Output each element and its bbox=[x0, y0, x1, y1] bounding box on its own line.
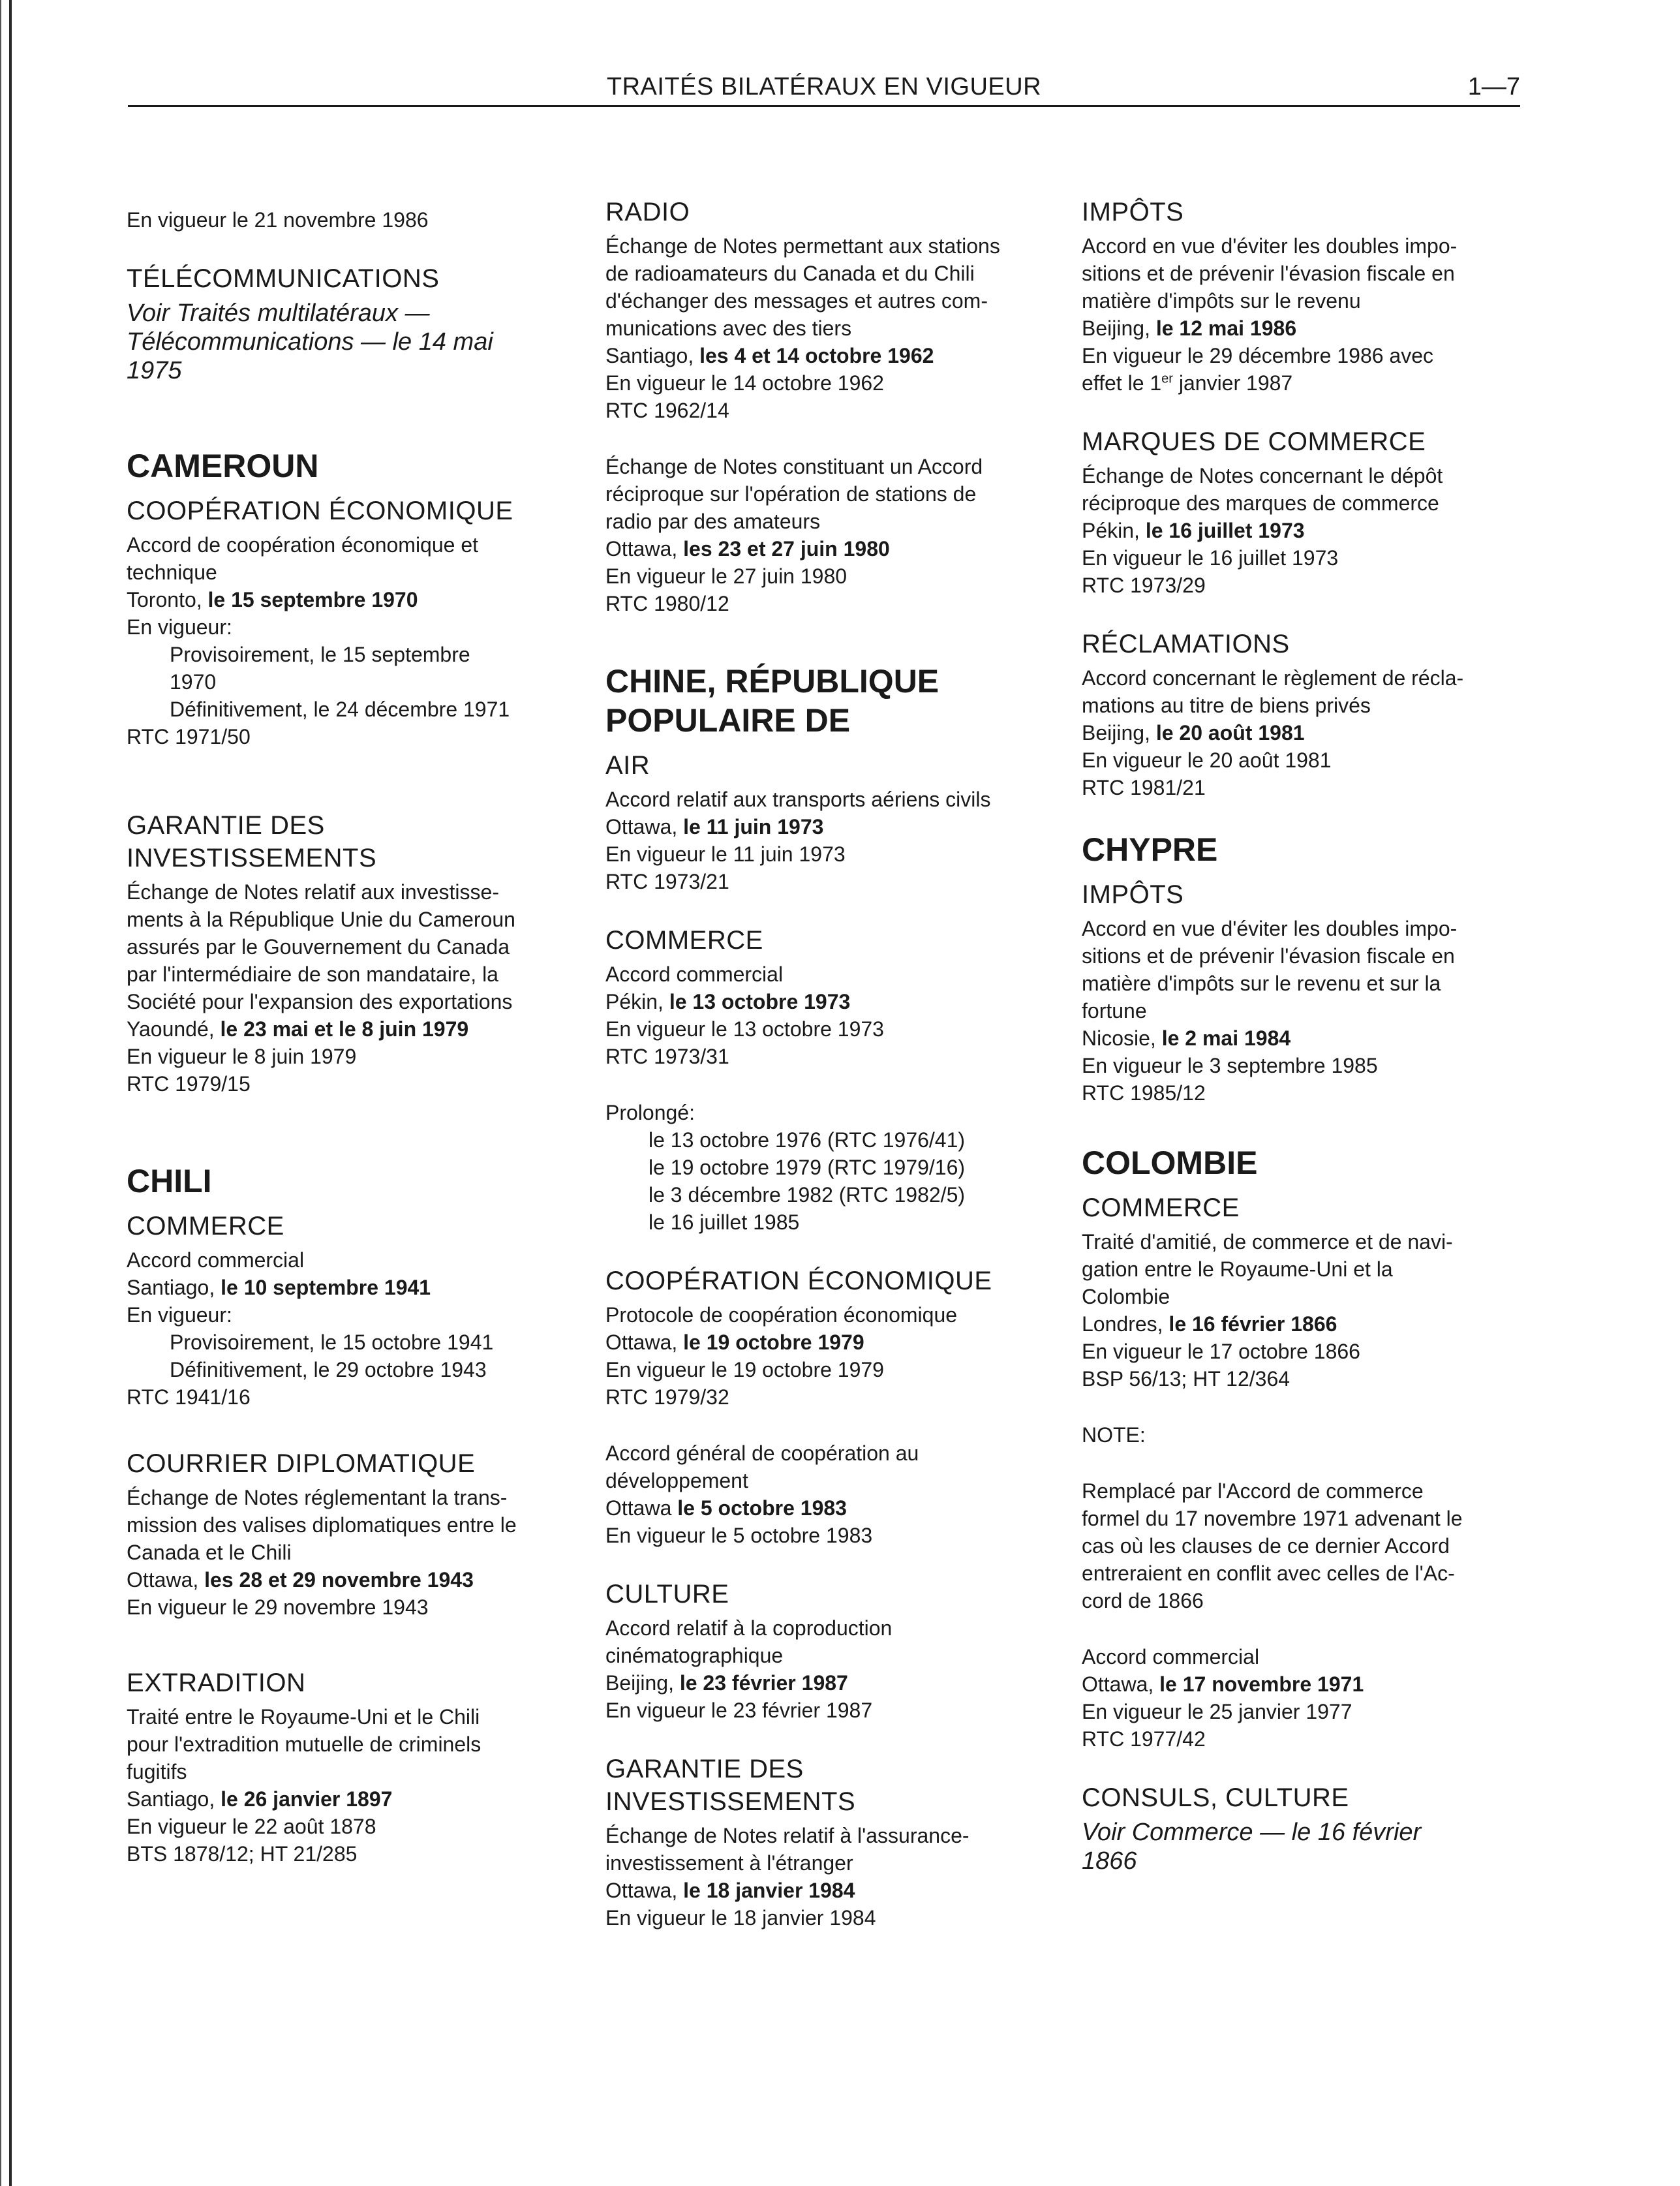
country-heading: CHILI bbox=[127, 1163, 212, 1199]
signature-date: le 12 mai 1986 bbox=[1155, 316, 1297, 340]
treaty-title: Protocole de coopération économique bbox=[605, 1303, 958, 1327]
section-heading: COMMERCE bbox=[605, 926, 763, 955]
signature-place: Nicosie, bbox=[1082, 1026, 1162, 1050]
section-heading: MARQUES DE COMMERCE bbox=[1082, 427, 1426, 456]
page-binding-line bbox=[9, 0, 12, 2186]
signature-date: le 2 mai 1984 bbox=[1161, 1026, 1291, 1050]
signature-place: Ottawa, bbox=[127, 1568, 205, 1592]
page-number: 1—7 bbox=[1467, 73, 1520, 100]
effect-line bbox=[1082, 369, 1538, 397]
in-force-line: En vigueur le 17 octobre 1866 bbox=[1082, 1340, 1360, 1363]
see-reference: 1975 bbox=[127, 357, 182, 384]
signature-place: Santiago, bbox=[127, 1276, 221, 1299]
note-text: entreraient en conflit avec celles de l'Ac- bbox=[1082, 1562, 1455, 1585]
note-text: cord de 1866 bbox=[1082, 1589, 1204, 1612]
see-reference: Voir Traités multilatéraux — bbox=[127, 300, 430, 327]
signature-place: Ottawa bbox=[605, 1496, 678, 1520]
signature-date: les 4 et 14 octobre 1962 bbox=[699, 344, 934, 367]
treaty-title: Échange de Notes relatif à l'assurance- bbox=[605, 1824, 970, 1847]
signature-line bbox=[605, 988, 1062, 1015]
signature-line bbox=[1082, 517, 1538, 544]
reference-line: RTC 1973/29 bbox=[1082, 574, 1206, 597]
signature-date: le 10 septembre 1941 bbox=[221, 1276, 431, 1299]
section-heading: INVESTISSEMENTS bbox=[127, 844, 377, 872]
treaty-title: fugitifs bbox=[127, 1760, 187, 1783]
treaty-title: Traité d'amitié, de commerce et de navi- bbox=[1082, 1230, 1453, 1254]
section-heading: GARANTIE DES bbox=[127, 811, 325, 840]
signature-place: Ottawa, bbox=[605, 815, 684, 839]
signature-date: le 17 novembre 1971 bbox=[1159, 1672, 1364, 1696]
signature-date: le 20 août 1981 bbox=[1155, 721, 1305, 745]
signature-line bbox=[605, 1877, 1062, 1904]
treaty-title: mations au titre de biens privés bbox=[1082, 694, 1371, 717]
in-force-line: En vigueur le 3 septembre 1985 bbox=[1082, 1054, 1378, 1077]
reference-line: RTC 1973/31 bbox=[605, 1045, 729, 1068]
treaty-title: Accord commercial bbox=[1082, 1645, 1260, 1669]
treaty-title: sitions et de prévenir l'évasion fiscale en bbox=[1082, 262, 1455, 285]
header-title: TRAITÉS BILATÉRAUX EN VIGUEUR bbox=[606, 73, 1042, 100]
in-force-line: En vigueur le 27 juin 1980 bbox=[605, 564, 848, 588]
signature-line bbox=[127, 586, 583, 613]
country-heading: CHYPRE bbox=[1082, 831, 1218, 868]
note-text: cas où les clauses de ce dernier Accord bbox=[1082, 1534, 1450, 1558]
country-heading: CAMEROUN bbox=[127, 448, 319, 484]
section-heading: RADIO bbox=[605, 198, 690, 226]
signature-place: Ottawa, bbox=[605, 1331, 684, 1354]
extension-item: le 13 octobre 1976 (RTC 1976/41) bbox=[649, 1128, 966, 1152]
signature-date: le 23 mai et le 8 juin 1979 bbox=[220, 1017, 469, 1041]
signature-place: Londres, bbox=[1082, 1312, 1169, 1336]
treaty-title: réciproque sur l'opération de stations de bbox=[605, 482, 977, 506]
treaty-title: Échange de Notes réglementant la trans- bbox=[127, 1486, 508, 1509]
in-force-line: En vigueur le 16 juillet 1973 bbox=[1082, 546, 1339, 570]
treaty-title: Échange de Notes relatif aux investisse- bbox=[127, 880, 499, 904]
section-heading: COURRIER DIPLOMATIQUE bbox=[127, 1449, 476, 1478]
column-1 bbox=[127, 196, 583, 1868]
treaty-title: de radioamateurs du Canada et du Chili bbox=[605, 262, 975, 285]
in-force-line: En vigueur: bbox=[127, 1303, 232, 1327]
signature-place: Pékin, bbox=[1082, 519, 1146, 542]
signature-place: Pékin, bbox=[605, 990, 669, 1013]
see-reference: Télécommunications — le 14 mai bbox=[127, 328, 493, 356]
treaty-title: assurés par le Gouvernement du Canada bbox=[127, 935, 510, 959]
ordinal-superscript: er bbox=[1161, 371, 1173, 386]
country-heading: COLOMBIE bbox=[1082, 1145, 1258, 1181]
signature-place: Yaoundé, bbox=[127, 1017, 221, 1041]
section-heading: GARANTIE DES bbox=[605, 1755, 804, 1783]
note-label: NOTE: bbox=[1082, 1423, 1146, 1447]
signature-date: le 16 juillet 1973 bbox=[1145, 519, 1305, 542]
reference-line: RTC 1980/12 bbox=[605, 592, 729, 615]
country-heading: CHINE, RÉPUBLIQUE bbox=[605, 663, 939, 700]
signature-line bbox=[127, 1274, 583, 1301]
section-heading: COOPÉRATION ÉCONOMIQUE bbox=[127, 497, 513, 525]
signature-date: le 13 octobre 1973 bbox=[669, 990, 851, 1013]
reference-line: RTC 1977/42 bbox=[1082, 1727, 1206, 1751]
section-heading: COMMERCE bbox=[1082, 1193, 1240, 1222]
signature-line bbox=[605, 342, 1062, 369]
treaty-title: développement bbox=[605, 1469, 748, 1492]
country-heading: POPULAIRE DE bbox=[605, 702, 851, 739]
in-force-line: En vigueur le 13 octobre 1973 bbox=[605, 1017, 884, 1041]
section-heading: IMPÔTS bbox=[1082, 880, 1184, 909]
treaty-title: sitions et de prévenir l'évasion fiscale en bbox=[1082, 944, 1455, 968]
reference-line: RTC 1971/50 bbox=[127, 725, 251, 748]
signature-date: le 19 octobre 1979 bbox=[683, 1331, 864, 1354]
extension-item: le 19 octobre 1979 (RTC 1979/16) bbox=[649, 1156, 966, 1179]
treaty-title: munications avec des tiers bbox=[605, 316, 852, 340]
section-heading: IMPÔTS bbox=[1082, 198, 1184, 226]
header-rule bbox=[128, 105, 1520, 107]
treaty-title: Colombie bbox=[1082, 1285, 1170, 1308]
treaty-title: Accord relatif à la coproduction bbox=[605, 1616, 893, 1640]
effect-suffix: janvier 1987 bbox=[1172, 371, 1293, 395]
in-force-line: En vigueur le 29 décembre 1986 avec bbox=[1082, 344, 1434, 367]
signature-line bbox=[1082, 1024, 1538, 1052]
signature-date: le 15 septembre 1970 bbox=[207, 588, 418, 611]
signature-line bbox=[127, 1015, 583, 1043]
treaty-title: Accord relatif aux transports aériens civils bbox=[605, 788, 991, 811]
signature-place: Beijing, bbox=[1082, 316, 1156, 340]
treaty-title: Accord commercial bbox=[127, 1248, 305, 1272]
extension-item: le 3 décembre 1982 (RTC 1982/5) bbox=[649, 1183, 966, 1207]
signature-line bbox=[1082, 315, 1538, 342]
treaty-title: Accord de coopération économique et bbox=[127, 533, 479, 557]
in-force-line: En vigueur le 5 octobre 1983 bbox=[605, 1524, 873, 1547]
section-heading: COMMERCE bbox=[127, 1212, 284, 1240]
signature-place: Toronto, bbox=[127, 588, 208, 611]
reference-line: RTC 1973/21 bbox=[605, 870, 729, 893]
signature-place: Beijing, bbox=[1082, 721, 1156, 745]
treaty-title: gation entre le Royaume-Uni et la bbox=[1082, 1257, 1393, 1281]
section-heading: AIR bbox=[605, 751, 650, 780]
signature-line bbox=[1082, 1310, 1538, 1338]
signature-date: le 23 février 1987 bbox=[679, 1671, 848, 1695]
signature-line bbox=[605, 1669, 1062, 1697]
in-force-line: En vigueur le 23 février 1987 bbox=[605, 1699, 873, 1722]
reference-line: RTC 1979/15 bbox=[127, 1072, 251, 1096]
effect-day: 1 bbox=[1150, 371, 1162, 395]
treaty-title: Canada et le Chili bbox=[127, 1541, 292, 1564]
see-reference: 1866 bbox=[1082, 1847, 1137, 1875]
in-force-detail: Provisoirement, le 15 octobre 1941 bbox=[170, 1331, 494, 1354]
in-force-line: En vigueur le 18 janvier 1984 bbox=[605, 1906, 876, 1930]
section-heading: INVESTISSEMENTS bbox=[605, 1787, 856, 1816]
treaty-title: Société pour l'expansion des exportations bbox=[127, 990, 513, 1013]
signature-line bbox=[127, 1785, 583, 1813]
in-force-detail: Définitivement, le 29 octobre 1943 bbox=[170, 1358, 487, 1381]
running-header bbox=[128, 70, 1520, 107]
effect-prefix: effet le bbox=[1082, 371, 1150, 395]
section-heading: RÉCLAMATIONS bbox=[1082, 630, 1290, 658]
signature-date: le 16 février 1866 bbox=[1168, 1312, 1337, 1336]
extension-item: le 16 juillet 1985 bbox=[649, 1210, 800, 1234]
treaty-title: investissement à l'étranger bbox=[605, 1851, 853, 1875]
reference-line: RTC 1981/21 bbox=[1082, 776, 1206, 799]
treaty-title: mission des valises diplomatiques entre le bbox=[127, 1513, 517, 1537]
treaty-title: par l'intermédiaire de son mandataire, la bbox=[127, 962, 498, 986]
in-force-detail: Définitivement, le 24 décembre 1971 bbox=[170, 698, 510, 721]
reference-line: RTC 1985/12 bbox=[1082, 1081, 1206, 1105]
in-force-detail: 1970 bbox=[170, 670, 217, 694]
extension-label: Prolongé: bbox=[605, 1101, 695, 1124]
treaty-title: Accord général de coopération au bbox=[605, 1441, 919, 1465]
treaty-title: technique bbox=[127, 561, 217, 584]
signature-line bbox=[1082, 1670, 1538, 1698]
page-binding-edge bbox=[0, 0, 1, 2186]
in-force-line: En vigueur le 25 janvier 1977 bbox=[1082, 1700, 1352, 1723]
signature-place: Ottawa, bbox=[605, 537, 684, 561]
entry-line: En vigueur le 21 novembre 1986 bbox=[127, 208, 429, 232]
signature-place: Beijing, bbox=[605, 1671, 680, 1695]
reference-line: RTC 1941/16 bbox=[127, 1385, 251, 1409]
treaty-title: Échange de Notes permettant aux stations bbox=[605, 234, 1000, 258]
section-heading: EXTRADITION bbox=[127, 1669, 306, 1697]
reference-line: BSP 56/13; HT 12/364 bbox=[1082, 1367, 1291, 1391]
treaty-title: ments à la République Unie du Cameroun bbox=[127, 908, 515, 931]
in-force-detail: Provisoirement, le 15 septembre bbox=[170, 643, 470, 666]
in-force-line: En vigueur le 20 août 1981 bbox=[1082, 748, 1332, 772]
signature-line bbox=[605, 535, 1062, 562]
in-force-line: En vigueur le 8 juin 1979 bbox=[127, 1045, 357, 1068]
see-reference: Voir Commerce — le 16 février bbox=[1082, 1819, 1422, 1846]
treaty-title: Échange de Notes concernant le dépôt bbox=[1082, 464, 1443, 487]
reference-line: RTC 1979/32 bbox=[605, 1385, 729, 1409]
in-force-line: En vigueur: bbox=[127, 615, 232, 639]
treaty-title: radio par des amateurs bbox=[605, 510, 821, 533]
column-2 bbox=[605, 196, 1062, 1932]
reference-line: BTS 1878/12; HT 21/285 bbox=[127, 1842, 358, 1866]
treaty-title: Accord en vue d'éviter les doubles impo- bbox=[1082, 234, 1458, 258]
column-3 bbox=[1082, 196, 1538, 1875]
section-heading: CONSULS, CULTURE bbox=[1082, 1783, 1349, 1812]
treaty-title: réciproque des marques de commerce bbox=[1082, 491, 1439, 515]
signature-line bbox=[605, 1494, 1062, 1522]
signature-line bbox=[605, 1329, 1062, 1356]
signature-date: le 5 octobre 1983 bbox=[677, 1496, 847, 1520]
signature-place: Santiago, bbox=[127, 1787, 221, 1811]
signature-date: le 18 janvier 1984 bbox=[683, 1879, 855, 1902]
treaty-title: matière d'impôts sur le revenu bbox=[1082, 289, 1361, 313]
signature-line bbox=[605, 813, 1062, 840]
signature-date: les 23 et 27 juin 1980 bbox=[683, 537, 890, 561]
signature-line bbox=[127, 1566, 583, 1593]
signature-date: les 28 et 29 novembre 1943 bbox=[204, 1568, 474, 1592]
in-force-line: En vigueur le 19 octobre 1979 bbox=[605, 1358, 884, 1381]
treaty-title: Accord concernant le règlement de récla- bbox=[1082, 666, 1464, 690]
signature-date: le 11 juin 1973 bbox=[683, 815, 824, 839]
treaty-title: d'échanger des messages et autres com- bbox=[605, 289, 988, 313]
section-heading: COOPÉRATION ÉCONOMIQUE bbox=[605, 1267, 992, 1295]
treaty-title: Accord commercial bbox=[605, 962, 784, 986]
note-text: Remplacé par l'Accord de commerce bbox=[1082, 1479, 1424, 1503]
signature-place: Ottawa, bbox=[605, 1879, 684, 1902]
signature-date: le 26 janvier 1897 bbox=[221, 1787, 393, 1811]
reference-line: RTC 1962/14 bbox=[605, 399, 729, 422]
signature-line bbox=[1082, 719, 1538, 747]
in-force-line: En vigueur le 22 août 1878 bbox=[127, 1815, 376, 1838]
section-heading: CULTURE bbox=[605, 1580, 729, 1609]
treaty-title: Échange de Notes constituant un Accord bbox=[605, 455, 983, 478]
treaty-title: fortune bbox=[1082, 999, 1147, 1023]
in-force-line: En vigueur le 29 novembre 1943 bbox=[127, 1595, 429, 1619]
section-heading: TÉLÉCOMMUNICATIONS bbox=[127, 264, 440, 293]
signature-place: Ottawa, bbox=[1082, 1672, 1160, 1696]
treaty-title: Traité entre le Royaume-Uni et le Chili bbox=[127, 1705, 480, 1729]
in-force-line: En vigueur le 14 octobre 1962 bbox=[605, 371, 884, 395]
signature-place: Santiago, bbox=[605, 344, 700, 367]
treaty-title: Accord en vue d'éviter les doubles impo- bbox=[1082, 917, 1458, 940]
in-force-line: En vigueur le 11 juin 1973 bbox=[605, 842, 846, 866]
note-text: formel du 17 novembre 1971 advenant le bbox=[1082, 1507, 1463, 1530]
treaty-title: matière d'impôts sur le revenu et sur la bbox=[1082, 972, 1441, 995]
treaty-title: pour l'extradition mutuelle de criminels bbox=[127, 1732, 481, 1756]
treaty-title: cinématographique bbox=[605, 1644, 784, 1667]
